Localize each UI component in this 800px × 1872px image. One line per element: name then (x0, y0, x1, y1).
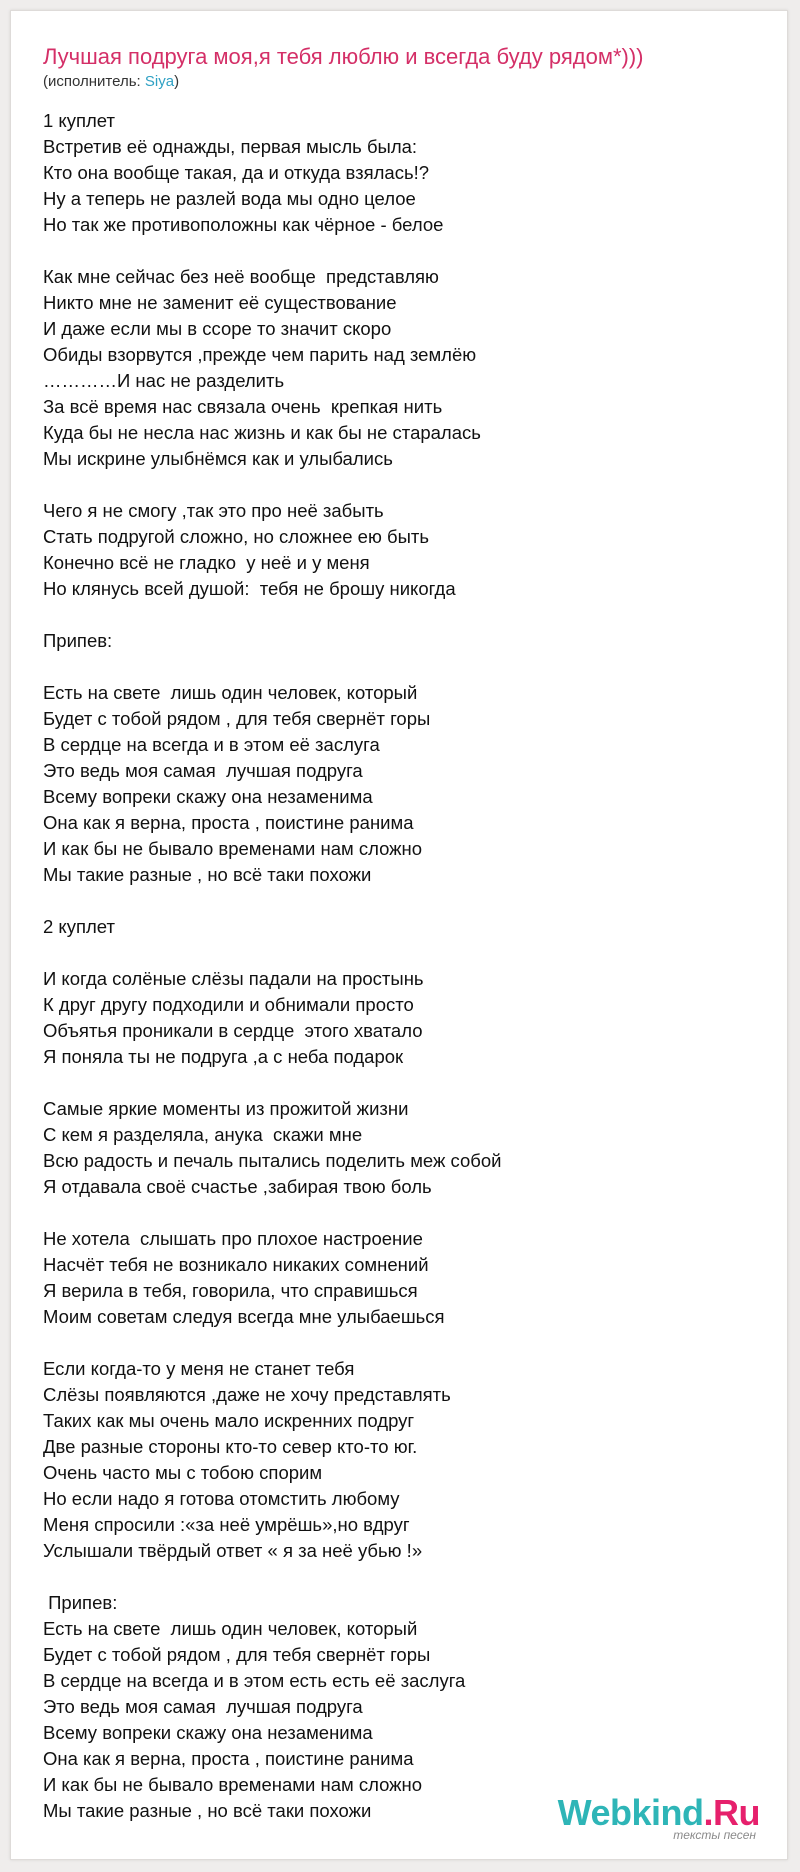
lyric-line: Встретив её однажды, первая мысль была: (43, 136, 418, 157)
lyric-line: Насчёт тебя не возникало никаких сомнений (43, 1254, 429, 1275)
lyric-line: Моим советам следуя всегда мне улыбаешься (43, 1306, 445, 1327)
lyric-line: Всему вопреки скажу она незаменима (43, 1722, 373, 1743)
lyric-line: Я отдавала своё счастье ,забирая твою боль (43, 1176, 432, 1197)
lyric-line: Очень часто мы с тобою спорим (43, 1462, 323, 1483)
lyric-line: Мы такие разные , но всё таки похожи (43, 1800, 372, 1821)
lyric-line: 2 куплет (43, 916, 115, 937)
blank-line (43, 654, 743, 680)
blank-line (43, 238, 743, 264)
blank-line (43, 1070, 743, 1096)
lyric-line: Чего я не смогу ,так это про неё забыть (43, 500, 384, 521)
lyric-line: Слёзы появляются ,даже не хочу представлять (43, 1384, 451, 1405)
lyric-line: И когда солёные слёзы падали на простынь (43, 968, 424, 989)
lyric-line: Мы искрине улыбнёмся как и улыбались (43, 448, 393, 469)
lyric-line: Припев: (43, 1592, 118, 1613)
lyric-line: За всё время нас связала очень крепкая нить (43, 396, 443, 417)
blank-line (43, 940, 743, 966)
lyric-line: Конечно всё не гладко у неё и у меня (43, 552, 370, 573)
lyric-line: Меня спросили :«за неё умрёшь»,но вдруг (43, 1514, 410, 1535)
lyric-line: Она как я верна, проста , поистине ранима (43, 812, 414, 833)
lyric-line: Будет с тобой рядом , для тебя свернёт горы (43, 708, 431, 729)
lyric-line: Если когда-то у меня не станет тебя (43, 1358, 355, 1379)
lyric-line: Не хотела слышать про плохое настроение (43, 1228, 423, 1249)
lyric-line: И как бы не бывало временами нам сложно (43, 1774, 423, 1795)
lyric-line: Услышали твёрдый ответ « я за неё убью !» (43, 1540, 423, 1561)
lyric-line: Это ведь моя самая лучшая подруга (43, 760, 363, 781)
blank-line (43, 472, 743, 498)
lyric-line: Обиды взорвутся ,прежде чем парить над землёю (43, 344, 477, 365)
lyric-line: Это ведь моя самая лучшая подруга (43, 1696, 363, 1717)
lyric-line: К друг другу подходили и обнимали просто (43, 994, 414, 1015)
blank-line (43, 602, 743, 628)
lyric-line: Ну а теперь не разлей вода мы одно целое (43, 188, 416, 209)
artist-link[interactable]: Siya (144, 73, 175, 90)
lyric-line: Кто она вообще такая, да и откуда взялась!? (43, 162, 430, 183)
logo-tagline: тексты песен (673, 1828, 756, 1842)
lyric-line: Объятья проникали в сердце этого хватало (43, 1020, 423, 1041)
lyric-line: Но клянусь всей душой: тебя не брошу никогда (43, 578, 456, 599)
lyrics-body (43, 108, 743, 1824)
lyric-line: С кем я разделяла, анука скажи мне (43, 1124, 363, 1145)
lyric-line: 1 куплет (43, 110, 115, 131)
lyric-line: Но если надо я готова отомстить любому (43, 1488, 400, 1509)
lyric-line: Она как я верна, проста , поистине ранима (43, 1748, 414, 1769)
lyric-line: В сердце на всегда и в этом есть есть её заслуга (43, 1670, 466, 1691)
artist-suffix: ) (174, 73, 180, 90)
lyric-line: Таких как мы очень мало искренних подруг (43, 1410, 415, 1431)
lyric-line: Припев: (43, 630, 113, 651)
lyric-line: Как мне сейчас без неё вообще представляю (43, 266, 439, 287)
lyric-line: Всю радость и печаль пытались поделить меж собой (43, 1150, 502, 1171)
logo-tld: .Ru (703, 1792, 760, 1833)
lyric-line: Никто мне не заменит её существование (43, 292, 397, 313)
artist-prefix: (исполнитель: (43, 73, 145, 90)
lyric-line: Самые яркие моменты из прожитой жизни (43, 1098, 409, 1119)
lyric-line: Всему вопреки скажу она незаменима (43, 786, 373, 807)
lyric-line: Но так же противоположны как чёрное - белое (43, 214, 444, 235)
lyric-line: Стать подругой сложно, но сложнее ею быть (43, 526, 429, 547)
site-logo[interactable] (557, 1792, 760, 1842)
lyric-line: Я поняла ты не подруга ,а с неба подарок (43, 1046, 404, 1067)
artist-line (43, 73, 179, 91)
blank-line (43, 1200, 743, 1226)
lyric-line: Будет с тобой рядом , для тебя свернёт горы (43, 1644, 431, 1665)
blank-line (43, 888, 743, 914)
lyric-line: И даже если мы в ссоре то значит скоро (43, 318, 392, 339)
blank-line (43, 1330, 743, 1356)
logo-wordmark (557, 1792, 760, 1833)
lyric-line: …………И нас не разделить (43, 370, 285, 391)
lyric-line: Две разные стороны кто-то север кто-то юг. (43, 1436, 418, 1457)
lyrics-card (10, 10, 788, 1860)
logo-name: Webkind (557, 1792, 704, 1833)
lyric-line: Есть на свете лишь один человек, который (43, 1618, 418, 1639)
lyric-line: В сердце на всегда и в этом её заслуга (43, 734, 380, 755)
lyric-line: Мы такие разные , но всё таки похожи (43, 864, 372, 885)
lyric-line: И как бы не бывало временами нам сложно (43, 838, 423, 859)
lyric-line: Я верила в тебя, говорила, что справишься (43, 1280, 418, 1301)
song-title: Лучшая подруга моя,я тебя люблю и всегда буду рядом*))) (43, 44, 644, 69)
lyric-line: Есть на свете лишь один человек, который (43, 682, 418, 703)
lyric-line: Куда бы не несла нас жизнь и как бы не старалась (43, 422, 481, 443)
blank-line (43, 1564, 743, 1590)
